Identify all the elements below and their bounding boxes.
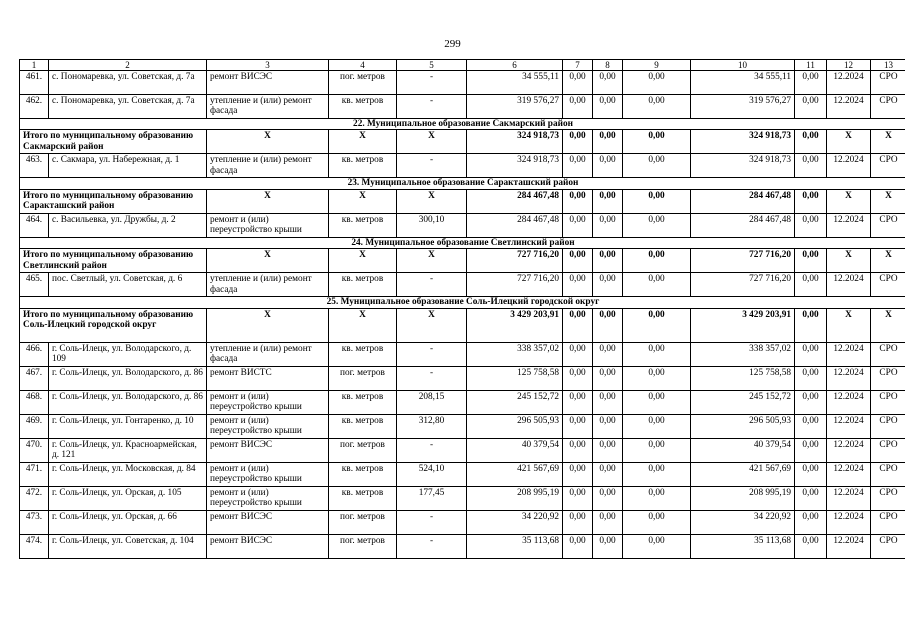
- amount-cell: 0,00: [563, 213, 593, 237]
- area-cell: 300,10: [397, 213, 467, 237]
- source-cell: СРО: [871, 510, 905, 534]
- fund-amount-cell: 727 716,20: [691, 249, 795, 273]
- fund-amount-cell: 727 716,20: [691, 273, 795, 297]
- amount-cell: 0,00: [563, 273, 593, 297]
- amount-cell: 0,00: [795, 189, 827, 213]
- amount-cell: 0,00: [593, 390, 623, 414]
- address-cell: г. Соль-Илецк, ул. Орская, д. 105: [49, 486, 207, 510]
- table-row: [20, 95, 905, 119]
- work-type-cell: ремонт и (или) переустройство крыши: [207, 486, 329, 510]
- area-cell: 524,10: [397, 462, 467, 486]
- subtotal-row: [20, 308, 905, 342]
- deadline-cell: Х: [827, 130, 871, 154]
- table-row: [20, 414, 905, 438]
- unit-cell: пог. метров: [329, 534, 397, 558]
- work-type-cell: ремонт и (или) переустройство крыши: [207, 213, 329, 237]
- area-cell: Х: [397, 189, 467, 213]
- work-type-cell: ремонт ВИСТС: [207, 366, 329, 390]
- amount-cell: 0,00: [623, 414, 691, 438]
- area-cell: -: [397, 71, 467, 95]
- deadline-cell: 12.2024: [827, 414, 871, 438]
- amount-cell: 0,00: [593, 342, 623, 366]
- column-header: 10: [691, 60, 795, 71]
- total-cost-cell: 34 220,92: [467, 510, 563, 534]
- work-type-cell: ремонт и (или) переустройство крыши: [207, 462, 329, 486]
- fund-amount-cell: 125 758,58: [691, 366, 795, 390]
- total-cost-cell: 125 758,58: [467, 366, 563, 390]
- work-type-cell: ремонт ВИСЭС: [207, 510, 329, 534]
- amount-cell: 0,00: [623, 249, 691, 273]
- amount-cell: 0,00: [795, 366, 827, 390]
- address-cell: с. Васильевка, ул. Дружбы, д. 2: [49, 213, 207, 237]
- total-cost-cell: 319 576,27: [467, 95, 563, 119]
- amount-cell: 0,00: [795, 462, 827, 486]
- fund-amount-cell: 245 152,72: [691, 390, 795, 414]
- total-cost-cell: 284 467,48: [467, 213, 563, 237]
- row-number-cell: 469.: [20, 414, 49, 438]
- subtotal-row: [20, 130, 905, 154]
- amount-cell: 0,00: [593, 213, 623, 237]
- total-cost-cell: 245 152,72: [467, 390, 563, 414]
- amount-cell: 0,00: [623, 438, 691, 462]
- column-header: 5: [397, 60, 467, 71]
- amount-cell: 0,00: [623, 130, 691, 154]
- deadline-cell: 12.2024: [827, 438, 871, 462]
- fund-amount-cell: 324 918,73: [691, 130, 795, 154]
- total-cost-cell: 727 716,20: [467, 249, 563, 273]
- area-cell: -: [397, 534, 467, 558]
- total-cost-cell: 296 505,93: [467, 414, 563, 438]
- amount-cell: 0,00: [593, 510, 623, 534]
- table-row: [20, 213, 905, 237]
- amount-cell: 0,00: [563, 366, 593, 390]
- amount-cell: 0,00: [563, 308, 593, 342]
- amount-cell: 0,00: [593, 71, 623, 95]
- amount-cell: 0,00: [593, 534, 623, 558]
- section-title: 23. Муниципальное образование Саракташский район: [20, 178, 905, 189]
- deadline-cell: Х: [827, 308, 871, 342]
- area-cell: -: [397, 366, 467, 390]
- row-number-cell: 467.: [20, 366, 49, 390]
- unit-cell: Х: [329, 130, 397, 154]
- amount-cell: 0,00: [795, 308, 827, 342]
- amount-cell: 0,00: [563, 249, 593, 273]
- fund-amount-cell: 338 357,02: [691, 342, 795, 366]
- unit-cell: пог. метров: [329, 510, 397, 534]
- fund-amount-cell: 421 567,69: [691, 462, 795, 486]
- amount-cell: 0,00: [623, 342, 691, 366]
- address-cell: г. Соль-Илецк, ул. Красноармейская, д. 121: [49, 438, 207, 462]
- table-row: [20, 486, 905, 510]
- column-header: 8: [593, 60, 623, 71]
- work-type-cell: Х: [207, 189, 329, 213]
- row-number-cell: 474.: [20, 534, 49, 558]
- amount-cell: 0,00: [795, 273, 827, 297]
- address-cell: г. Соль-Илецк, ул. Володарского, д. 86: [49, 366, 207, 390]
- total-cost-cell: 34 555,11: [467, 71, 563, 95]
- amount-cell: 0,00: [563, 534, 593, 558]
- amount-cell: 0,00: [795, 154, 827, 178]
- section-heading-row: [20, 119, 905, 130]
- row-number-cell: 466.: [20, 342, 49, 366]
- amount-cell: 0,00: [593, 438, 623, 462]
- total-cost-cell: 338 357,02: [467, 342, 563, 366]
- row-number-cell: 463.: [20, 154, 49, 178]
- address-cell: г. Соль-Илецк, ул. Московская, д. 84: [49, 462, 207, 486]
- source-cell: СРО: [871, 154, 905, 178]
- total-cost-cell: 40 379,54: [467, 438, 563, 462]
- work-type-cell: ремонт ВИСЭС: [207, 438, 329, 462]
- table-row: [20, 273, 905, 297]
- area-cell: 312,80: [397, 414, 467, 438]
- total-cost-cell: 208 995,19: [467, 486, 563, 510]
- deadline-cell: 12.2024: [827, 510, 871, 534]
- source-cell: СРО: [871, 462, 905, 486]
- deadline-cell: 12.2024: [827, 342, 871, 366]
- unit-cell: пог. метров: [329, 366, 397, 390]
- amount-cell: 0,00: [795, 342, 827, 366]
- total-cost-cell: 284 467,48: [467, 189, 563, 213]
- amount-cell: 0,00: [563, 95, 593, 119]
- amount-cell: 0,00: [623, 510, 691, 534]
- amount-cell: 0,00: [593, 154, 623, 178]
- unit-cell: кв. метров: [329, 273, 397, 297]
- fund-amount-cell: 284 467,48: [691, 189, 795, 213]
- section-heading-row: [20, 178, 905, 189]
- source-cell: СРО: [871, 95, 905, 119]
- source-cell: СРО: [871, 342, 905, 366]
- deadline-cell: Х: [827, 249, 871, 273]
- deadline-cell: 12.2024: [827, 462, 871, 486]
- subtotal-row: [20, 249, 905, 273]
- address-cell: пос. Светлый, ул. Советская, д. 6: [49, 273, 207, 297]
- amount-cell: 0,00: [563, 390, 593, 414]
- total-cost-cell: 35 113,68: [467, 534, 563, 558]
- unit-cell: пог. метров: [329, 71, 397, 95]
- amount-cell: 0,00: [623, 366, 691, 390]
- row-number-cell: 472.: [20, 486, 49, 510]
- section-heading-row: [20, 237, 905, 248]
- address-cell: с. Пономаревка, ул. Советская, д. 7а: [49, 71, 207, 95]
- table-row: [20, 342, 905, 366]
- fund-amount-cell: 40 379,54: [691, 438, 795, 462]
- table-row: [20, 462, 905, 486]
- source-cell: СРО: [871, 273, 905, 297]
- source-cell: СРО: [871, 486, 905, 510]
- work-type-cell: Х: [207, 249, 329, 273]
- amount-cell: 0,00: [795, 130, 827, 154]
- area-cell: -: [397, 273, 467, 297]
- amount-cell: 0,00: [563, 486, 593, 510]
- column-header: 2: [49, 60, 207, 71]
- amount-cell: 0,00: [563, 342, 593, 366]
- fund-amount-cell: 324 918,73: [691, 154, 795, 178]
- work-type-cell: утепление и (или) ремонт фасада: [207, 342, 329, 366]
- total-cost-cell: 3 429 203,91: [467, 308, 563, 342]
- amount-cell: 0,00: [593, 273, 623, 297]
- deadline-cell: 12.2024: [827, 486, 871, 510]
- area-cell: -: [397, 342, 467, 366]
- amount-cell: 0,00: [623, 95, 691, 119]
- unit-cell: кв. метров: [329, 462, 397, 486]
- address-cell: г. Соль-Илецк, ул. Советская, д. 104: [49, 534, 207, 558]
- section-title: 25. Муниципальное образование Соль-Илецкий городской округ: [20, 297, 905, 308]
- amount-cell: 0,00: [563, 71, 593, 95]
- deadline-cell: 12.2024: [827, 273, 871, 297]
- row-number-cell: 464.: [20, 213, 49, 237]
- amount-cell: 0,00: [795, 414, 827, 438]
- column-header: 9: [623, 60, 691, 71]
- amount-cell: 0,00: [623, 462, 691, 486]
- total-cost-cell: 324 918,73: [467, 130, 563, 154]
- work-type-cell: ремонт и (или) переустройство крыши: [207, 390, 329, 414]
- area-cell: -: [397, 154, 467, 178]
- column-number-row: [20, 60, 905, 71]
- amount-cell: 0,00: [593, 95, 623, 119]
- row-number-cell: 471.: [20, 462, 49, 486]
- area-cell: 208,15: [397, 390, 467, 414]
- amount-cell: 0,00: [593, 366, 623, 390]
- unit-cell: кв. метров: [329, 414, 397, 438]
- unit-cell: кв. метров: [329, 154, 397, 178]
- subtotal-label: Итого по муниципальному образованию Саракташский район: [20, 189, 207, 213]
- unit-cell: кв. метров: [329, 95, 397, 119]
- amount-cell: 0,00: [795, 486, 827, 510]
- amount-cell: 0,00: [563, 154, 593, 178]
- table-row: [20, 154, 905, 178]
- column-header: 12: [827, 60, 871, 71]
- amount-cell: 0,00: [563, 462, 593, 486]
- section-heading-row: [20, 297, 905, 308]
- amount-cell: 0,00: [623, 213, 691, 237]
- subtotal-label: Итого по муниципальному образованию Светлинский район: [20, 249, 207, 273]
- subtotal-label: Итого по муниципальному образованию Сакмарский район: [20, 130, 207, 154]
- address-cell: с. Сакмара, ул. Набережная, д. 1: [49, 154, 207, 178]
- work-type-cell: утепление и (или) ремонт фасада: [207, 154, 329, 178]
- amount-cell: 0,00: [593, 189, 623, 213]
- amount-cell: 0,00: [795, 438, 827, 462]
- table-row: [20, 510, 905, 534]
- unit-cell: кв. метров: [329, 342, 397, 366]
- amount-cell: 0,00: [795, 510, 827, 534]
- row-number-cell: 468.: [20, 390, 49, 414]
- address-cell: г. Соль-Илецк, ул. Орская, д. 66: [49, 510, 207, 534]
- total-cost-cell: 727 716,20: [467, 273, 563, 297]
- address-cell: г. Соль-Илецк, ул. Гонтаренко, д. 10: [49, 414, 207, 438]
- amount-cell: 0,00: [593, 249, 623, 273]
- amount-cell: 0,00: [623, 71, 691, 95]
- source-cell: СРО: [871, 213, 905, 237]
- work-type-cell: Х: [207, 130, 329, 154]
- amount-cell: 0,00: [795, 249, 827, 273]
- total-cost-cell: 324 918,73: [467, 154, 563, 178]
- column-header: 6: [467, 60, 563, 71]
- table-row: [20, 534, 905, 558]
- source-cell: СРО: [871, 366, 905, 390]
- source-cell: СРО: [871, 534, 905, 558]
- column-header: 11: [795, 60, 827, 71]
- amount-cell: 0,00: [623, 308, 691, 342]
- deadline-cell: Х: [827, 189, 871, 213]
- column-header: 3: [207, 60, 329, 71]
- area-cell: -: [397, 510, 467, 534]
- amount-cell: 0,00: [563, 438, 593, 462]
- amount-cell: 0,00: [623, 390, 691, 414]
- source-cell: СРО: [871, 71, 905, 95]
- source-cell: СРО: [871, 390, 905, 414]
- unit-cell: пог. метров: [329, 438, 397, 462]
- table-row: [20, 71, 905, 95]
- fund-amount-cell: 3 429 203,91: [691, 308, 795, 342]
- amount-cell: 0,00: [593, 486, 623, 510]
- column-header: 4: [329, 60, 397, 71]
- table-row: [20, 438, 905, 462]
- source-cell: Х: [871, 189, 905, 213]
- amount-cell: 0,00: [593, 462, 623, 486]
- area-cell: -: [397, 95, 467, 119]
- amount-cell: 0,00: [623, 189, 691, 213]
- deadline-cell: 12.2024: [827, 213, 871, 237]
- subtotal-label: Итого по муниципальному образованию Соль-Илецкий городской округ: [20, 308, 207, 342]
- source-cell: СРО: [871, 438, 905, 462]
- source-cell: Х: [871, 308, 905, 342]
- section-title: 22. Муниципальное образование Сакмарский район: [20, 119, 905, 130]
- unit-cell: Х: [329, 189, 397, 213]
- area-cell: Х: [397, 308, 467, 342]
- source-cell: Х: [871, 130, 905, 154]
- subtotal-row: [20, 189, 905, 213]
- work-type-cell: ремонт ВИСЭС: [207, 534, 329, 558]
- fund-amount-cell: 296 505,93: [691, 414, 795, 438]
- work-type-cell: утепление и (или) ремонт фасада: [207, 95, 329, 119]
- column-header: 1: [20, 60, 49, 71]
- work-type-cell: ремонт ВИСЭС: [207, 71, 329, 95]
- fund-amount-cell: 34 555,11: [691, 71, 795, 95]
- deadline-cell: 12.2024: [827, 71, 871, 95]
- amount-cell: 0,00: [563, 189, 593, 213]
- area-cell: Х: [397, 130, 467, 154]
- unit-cell: Х: [329, 249, 397, 273]
- amount-cell: 0,00: [795, 95, 827, 119]
- unit-cell: кв. метров: [329, 486, 397, 510]
- amount-cell: 0,00: [795, 71, 827, 95]
- row-number-cell: 470.: [20, 438, 49, 462]
- deadline-cell: 12.2024: [827, 95, 871, 119]
- row-number-cell: 473.: [20, 510, 49, 534]
- total-cost-cell: 421 567,69: [467, 462, 563, 486]
- work-type-cell: Х: [207, 308, 329, 342]
- source-cell: СРО: [871, 414, 905, 438]
- area-cell: -: [397, 438, 467, 462]
- deadline-cell: 12.2024: [827, 390, 871, 414]
- amount-cell: 0,00: [593, 414, 623, 438]
- fund-amount-cell: 284 467,48: [691, 213, 795, 237]
- amount-cell: 0,00: [623, 486, 691, 510]
- row-number-cell: 462.: [20, 95, 49, 119]
- amount-cell: 0,00: [563, 130, 593, 154]
- table-row: [20, 390, 905, 414]
- column-header: 7: [563, 60, 593, 71]
- amount-cell: 0,00: [623, 154, 691, 178]
- row-number-cell: 461.: [20, 71, 49, 95]
- capital-repair-table: [19, 59, 905, 559]
- amount-cell: 0,00: [593, 308, 623, 342]
- deadline-cell: 12.2024: [827, 534, 871, 558]
- amount-cell: 0,00: [593, 130, 623, 154]
- address-cell: с. Пономаревка, ул. Советская, д. 7а: [49, 95, 207, 119]
- deadline-cell: 12.2024: [827, 154, 871, 178]
- amount-cell: 0,00: [795, 213, 827, 237]
- amount-cell: 0,00: [623, 273, 691, 297]
- amount-cell: 0,00: [623, 534, 691, 558]
- table-body: [20, 60, 905, 559]
- area-cell: Х: [397, 249, 467, 273]
- amount-cell: 0,00: [795, 390, 827, 414]
- fund-amount-cell: 34 220,92: [691, 510, 795, 534]
- amount-cell: 0,00: [563, 414, 593, 438]
- section-title: 24. Муниципальное образование Светлинский район: [20, 237, 905, 248]
- fund-amount-cell: 319 576,27: [691, 95, 795, 119]
- page-number: 299: [444, 38, 461, 50]
- row-number-cell: 465.: [20, 273, 49, 297]
- unit-cell: кв. метров: [329, 390, 397, 414]
- amount-cell: 0,00: [795, 534, 827, 558]
- amount-cell: 0,00: [563, 510, 593, 534]
- table-row: [20, 366, 905, 390]
- fund-amount-cell: 35 113,68: [691, 534, 795, 558]
- address-cell: г. Соль-Илецк, ул. Володарского, д. 109: [49, 342, 207, 366]
- source-cell: Х: [871, 249, 905, 273]
- unit-cell: Х: [329, 308, 397, 342]
- work-type-cell: утепление и (или) ремонт фасада: [207, 273, 329, 297]
- unit-cell: кв. метров: [329, 213, 397, 237]
- work-type-cell: ремонт и (или) переустройство крыши: [207, 414, 329, 438]
- area-cell: 177,45: [397, 486, 467, 510]
- address-cell: г. Соль-Илецк, ул. Володарского, д. 86: [49, 390, 207, 414]
- column-header: 13: [871, 60, 905, 71]
- deadline-cell: 12.2024: [827, 366, 871, 390]
- fund-amount-cell: 208 995,19: [691, 486, 795, 510]
